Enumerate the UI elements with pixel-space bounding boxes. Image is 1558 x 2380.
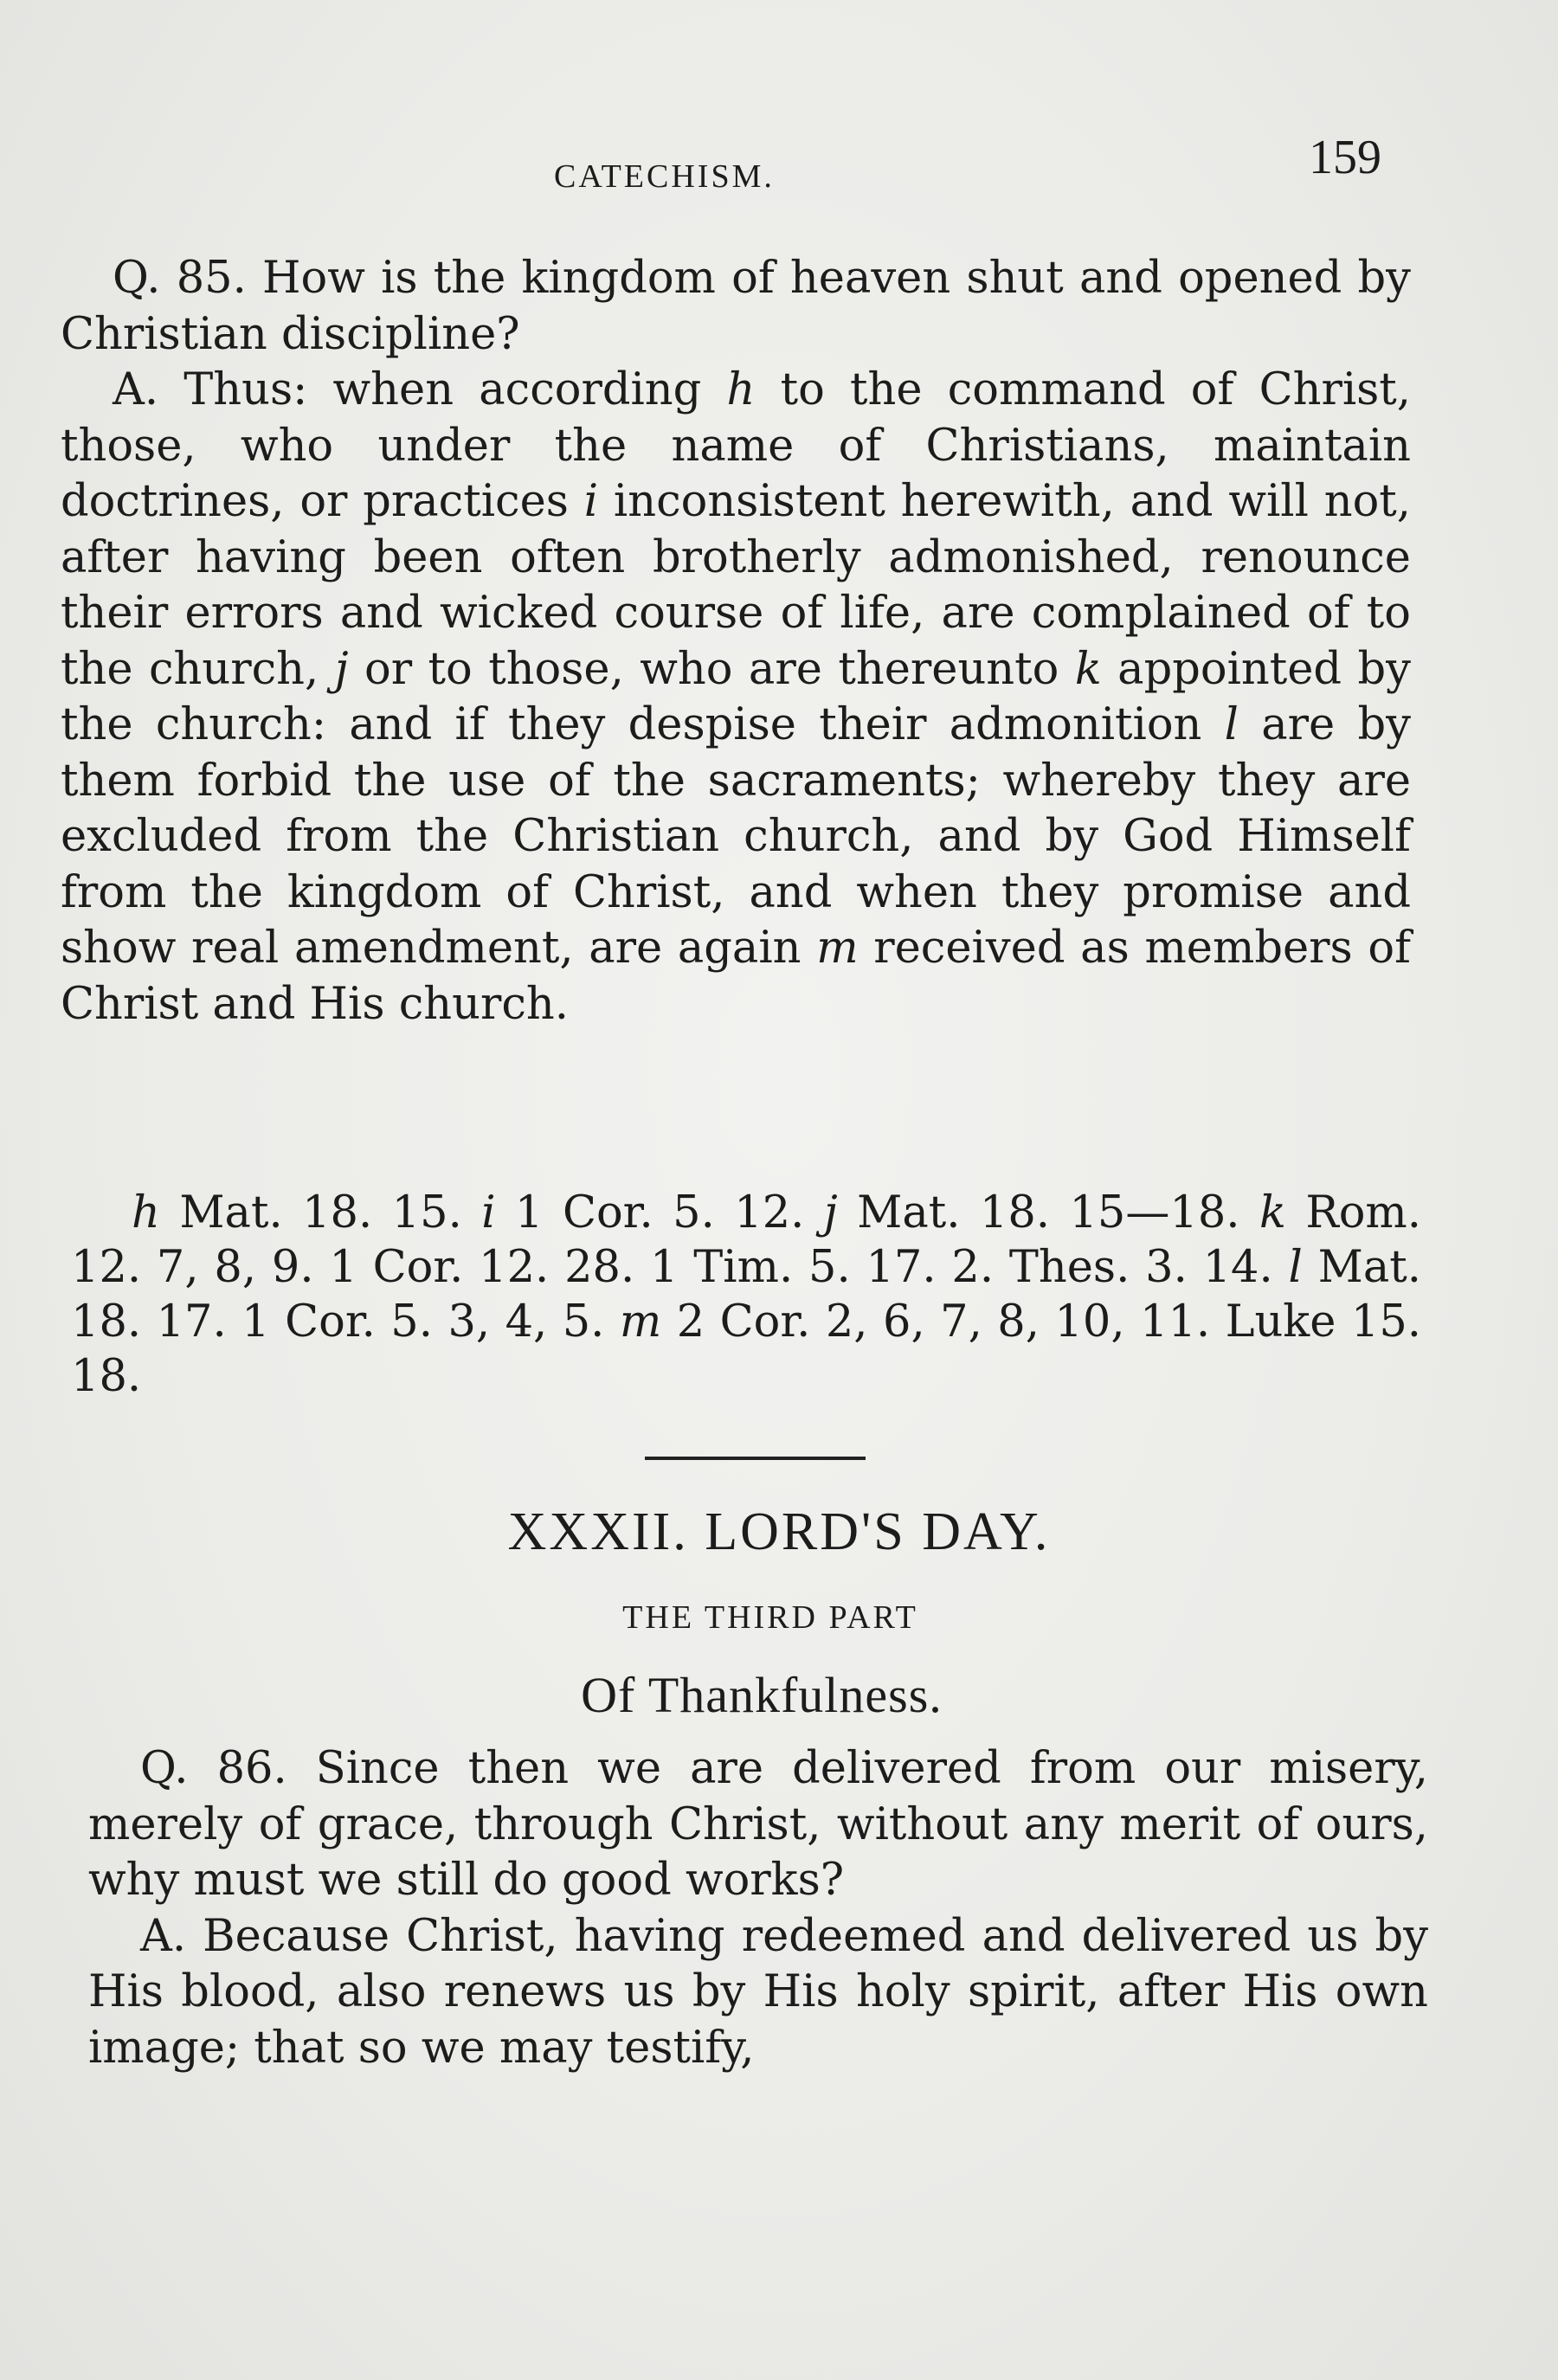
- part-subtitle: Of Thankfulness.: [581, 1667, 943, 1723]
- citation-marker-m: m: [816, 923, 859, 974]
- reference-marker-l: l: [1288, 1242, 1303, 1293]
- reference-m: 2 Cor. 2, 6, 7, 8, 10, 11. Luke 15. 18.: [71, 1296, 1421, 1402]
- scripture-references: [71, 1186, 1421, 1404]
- reference-k: Rom. 12. 7, 8, 9. 1 Cor. 12. 28. 1 Tim. 5. 17. 2. Thes. 3. 14.: [71, 1187, 1421, 1293]
- question-86: Q. 86. Since then we are delivered from our misery, merely of grace, through Christ, without any merit of ours, why must we still do good works?: [88, 1743, 1428, 1906]
- reference-j: Mat. 18. 15—18.: [837, 1187, 1259, 1238]
- citation-marker-h: h: [726, 364, 756, 415]
- citation-marker-j: j: [334, 643, 349, 695]
- answer-85: [61, 363, 1411, 1032]
- answer-85-text-7: received as members of Christ and His church.: [61, 923, 1411, 1030]
- answer-85-text-5: appointed by the church: and if they despise their admonition: [61, 643, 1411, 750]
- question-85-block: [61, 251, 1411, 1032]
- running-head: CATECHISM.: [554, 158, 775, 195]
- citation-marker-i: i: [583, 476, 599, 527]
- reference-marker-j: j: [823, 1187, 838, 1238]
- reference-l: Mat. 18. 17. 1 Cor. 5. 3, 4, 5.: [71, 1242, 1421, 1348]
- part-label: THE THIRD PART: [622, 1599, 918, 1636]
- answer-85-text-1: A. Thus: when according: [113, 364, 727, 415]
- reference-marker-m: m: [619, 1296, 662, 1348]
- page-number: 159: [1309, 131, 1381, 184]
- answer-85-text-4: or to those, who are thereunto: [348, 643, 1075, 695]
- question-85: Q. 85. How is the kingdom of heaven shut and opened by Christian discipline?: [61, 253, 1411, 360]
- reference-marker-k: k: [1259, 1187, 1286, 1238]
- reference-marker-i: i: [481, 1187, 496, 1238]
- answer-85-text-6: are by them forbid the use of the sacraments; whereby they are excluded from the Christian church, and by God Himself from the kingdom of Christ, and when they promise and show real amendment, are again: [61, 699, 1411, 974]
- answer-85-text-3: inconsistent herewith, and will not, after having been often brotherly admonished, renounce their errors and wicked course of life, are complained of to the church,: [61, 476, 1411, 695]
- citation-marker-k: k: [1074, 643, 1102, 695]
- reference-marker-h: h: [132, 1187, 160, 1238]
- section-title: XXXII. LORD'S DAY.: [507, 1502, 1051, 1561]
- section-divider: [645, 1457, 866, 1460]
- citation-marker-l: l: [1224, 699, 1239, 750]
- answer-85-text-2: to the command of Christ, those, who under the name of Christians, maintain doctrines, or practices: [61, 364, 1412, 527]
- reference-i: 1 Cor. 5. 12.: [495, 1187, 824, 1238]
- question-86-block: [88, 1741, 1428, 2076]
- answer-86: A. Because Christ, having redeemed and delivered us by His blood, also renews us by His holy spirit, after His own image; that so we may testify,: [88, 1910, 1428, 2074]
- reference-h: Mat. 18. 15.: [159, 1187, 482, 1238]
